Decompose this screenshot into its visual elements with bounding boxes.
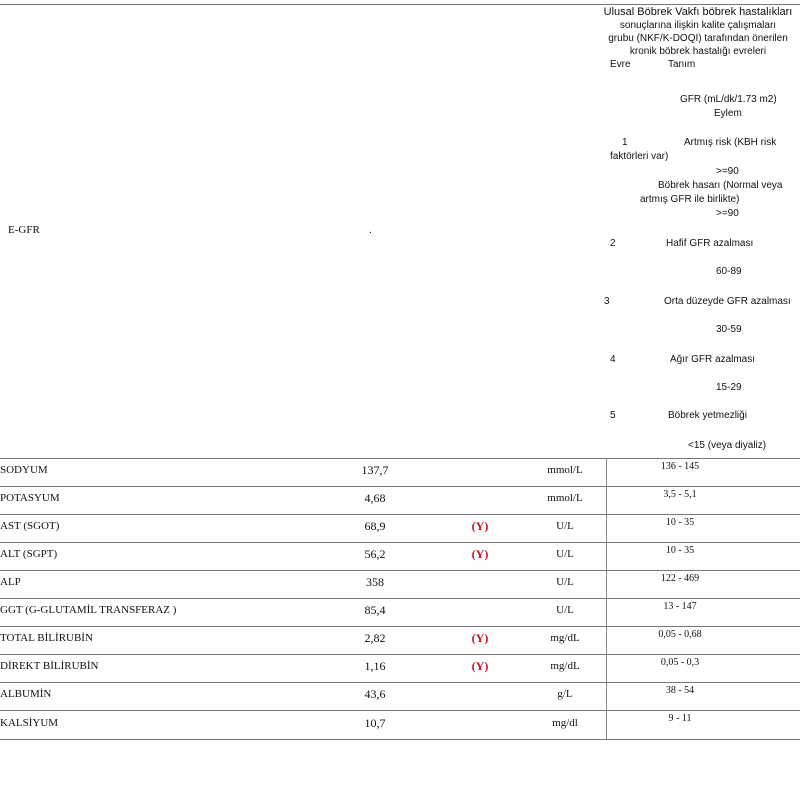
row-divider	[0, 542, 800, 543]
reference-range: 122 - 469	[660, 573, 700, 584]
row-divider	[0, 682, 800, 683]
test-value: 43,6	[364, 687, 386, 701]
ckd-stage-table	[596, 0, 800, 458]
test-unit: mmol/L	[547, 492, 583, 504]
test-value: 85,4	[364, 603, 386, 617]
row-divider	[0, 486, 800, 487]
test-unit: U/L	[556, 576, 574, 588]
row-divider	[0, 514, 800, 515]
test-value: 1,16	[364, 659, 386, 673]
table-bottom-border	[0, 739, 800, 740]
reference-title-line: sonuçlarına ilişkin kalite çalışmaları	[619, 20, 777, 31]
stage-gfr: 60-89	[716, 266, 742, 277]
column-definition-header: Tanım	[668, 59, 696, 70]
test-unit: U/L	[556, 520, 574, 532]
high-flag: (Y)	[471, 659, 489, 673]
test-value: 4,68	[364, 491, 386, 505]
stage-number: 5	[610, 410, 616, 421]
stage-definition: Böbrek hasarı (Normal veya	[658, 180, 783, 191]
test-unit: mmol/L	[547, 464, 583, 476]
test-unit: U/L	[556, 548, 574, 560]
test-name: AST (SGOT)	[0, 520, 60, 532]
reference-range: 10 - 35	[665, 517, 695, 528]
reference-range: 13 - 147	[663, 601, 697, 612]
test-name: ALT (SGPT)	[0, 548, 58, 560]
test-value: 56,2	[364, 547, 386, 561]
stage-gfr: >=90	[716, 208, 739, 219]
column-stage-header: Evre	[610, 59, 631, 70]
stage-definition: Orta düzeyde GFR azalması	[664, 296, 791, 307]
test-name: ALBUMİN	[0, 688, 52, 700]
test-name: KALSİYUM	[0, 717, 59, 729]
test-value: 68,9	[364, 519, 386, 533]
high-flag: (Y)	[471, 519, 489, 533]
stage-definition: Ağır GFR azalması	[670, 354, 756, 365]
egfr-value: .	[369, 224, 372, 236]
stage-number: 2	[610, 238, 616, 249]
test-value: 137,7	[361, 463, 389, 477]
test-unit: g/L	[557, 688, 573, 700]
high-flag: (Y)	[471, 631, 489, 645]
reference-range: 10 - 35	[665, 545, 695, 556]
stage-definition: faktörleri var)	[610, 151, 669, 162]
row-divider	[0, 654, 800, 655]
test-name: POTASYUM	[0, 492, 60, 504]
row-divider	[0, 598, 800, 599]
stage-gfr: 30-59	[716, 324, 742, 335]
row-divider	[0, 570, 800, 571]
stage-number: 3	[604, 296, 610, 307]
row-divider	[0, 626, 800, 627]
reference-range: 0,05 - 0,68	[658, 629, 702, 640]
high-flag: (Y)	[471, 547, 489, 561]
reference-title-line: Ulusal Böbrek Vakfı böbrek hastalıkları	[603, 6, 793, 18]
test-name: TOTAL BİLİRUBİN	[0, 632, 93, 644]
test-value: 10,7	[364, 716, 386, 730]
column-action-header: Eylem	[714, 108, 742, 119]
test-name: ALP	[0, 576, 21, 588]
stage-number: 1	[622, 137, 628, 148]
egfr-bottom-border	[0, 458, 800, 459]
test-unit: mg/dL	[550, 660, 580, 672]
egfr-label: E-GFR	[8, 224, 40, 236]
stage-definition: Hafif GFR azalması	[666, 238, 754, 249]
stage-definition: Artmış risk (KBH risk	[684, 137, 777, 148]
test-value: 358	[366, 575, 384, 589]
reference-title-line: kronik böbrek hastalığı evreleri	[629, 46, 767, 57]
reference-range: 3,5 - 5,1	[663, 489, 697, 500]
reference-range: 136 - 145	[660, 461, 700, 472]
stage-gfr: 15-29	[716, 382, 742, 393]
row-divider	[0, 710, 800, 711]
stage-gfr: <15 (veya diyaliz)	[688, 440, 767, 451]
reference-range: 9 - 11	[668, 713, 692, 724]
stage-number: 4	[610, 354, 616, 365]
test-name: DİREKT BİLİRUBİN	[0, 660, 99, 672]
test-unit: U/L	[556, 604, 574, 616]
reference-title-line: grubu (NKF/K-DOQI) tarafından önerilen	[608, 33, 788, 44]
test-value: 2,82	[364, 631, 386, 645]
stage-gfr: >=90	[716, 166, 739, 177]
test-name: GGT (G-GLUTAMİL TRANSFERAZ )	[0, 604, 177, 616]
stage-definition: Böbrek yetmezliği	[668, 410, 747, 421]
test-unit: mg/dL	[550, 632, 580, 644]
reference-range: 0,05 - 0,3	[660, 657, 700, 668]
column-gfr-header: GFR (mL/dk/1.73 m2)	[680, 94, 777, 105]
test-name: SODYUM	[0, 464, 48, 476]
reference-range: 38 - 54	[665, 685, 695, 696]
test-unit: mg/dl	[552, 717, 578, 729]
stage-definition: artmış GFR ile birlikte)	[640, 194, 740, 205]
